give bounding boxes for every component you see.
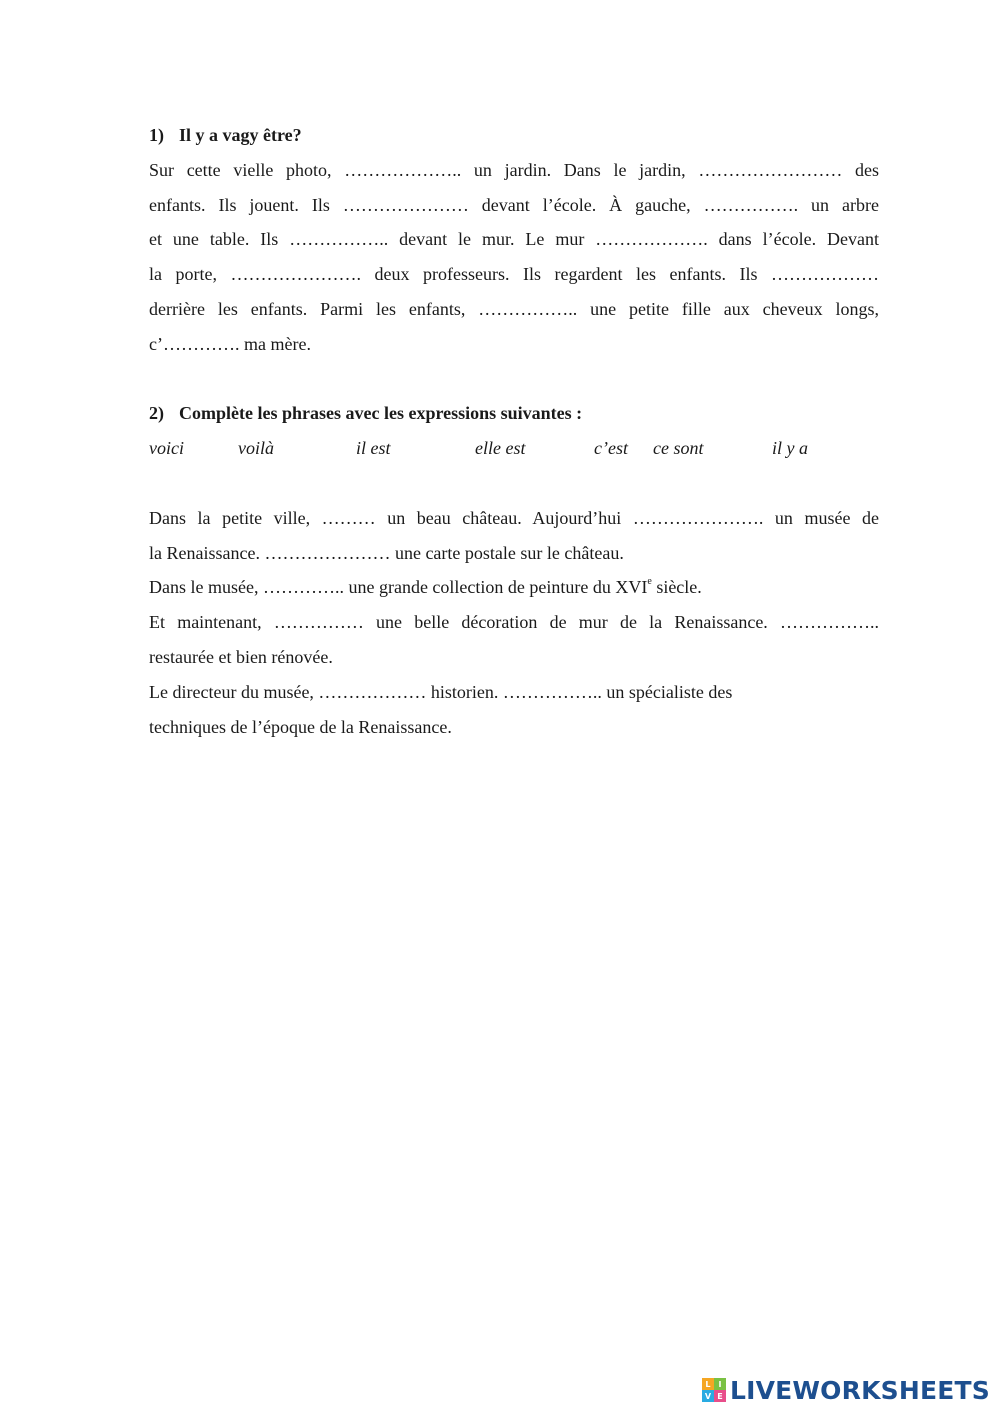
- expression-item: elle est: [475, 438, 526, 459]
- exercise-1-line: c’…………. ma mère.: [149, 333, 311, 354]
- expression-item: il est: [356, 438, 391, 459]
- exercise-2-heading: [149, 396, 879, 431]
- logo-cell: L: [702, 1378, 714, 1390]
- exercise-1-title: Il y a vagy être?: [179, 125, 302, 145]
- exercise-1-number: 1): [149, 125, 164, 145]
- logo-cell: I: [714, 1378, 726, 1390]
- exercise-2-text: [149, 501, 879, 745]
- exercise-1-line: enfants. Ils jouent. Ils ………………… devant l’école. À gauche, ……………. un arbre: [149, 194, 879, 215]
- exercise-2-number: 2): [149, 403, 164, 424]
- expression-item: ce sont: [653, 438, 704, 459]
- exercise-1-line: derrière les enfants. Parmi les enfants, …………….. une petite fille aux cheveux longs,: [149, 298, 879, 319]
- exercise-1-line: Sur cette vielle photo, ……………….. un jardin. Dans le jardin, …………………… des: [149, 159, 879, 180]
- liveworksheets-logo-icon: [702, 1378, 726, 1402]
- exercise-2-line-with-superscript: [149, 570, 879, 605]
- logo-cell: V: [702, 1390, 714, 1402]
- exercise-2-line: Le directeur du musée, ……………… historien. …………….. un spécialiste des: [149, 681, 733, 702]
- exercise-2-line: restaurée et bien rénovée.: [149, 646, 333, 667]
- line-text: Dans le musée, ………….. une grande collection de peinture du XVI: [149, 577, 648, 598]
- logo-cell: E: [714, 1390, 726, 1402]
- exercise-2-line: Et maintenant, …………… une belle décoration de mur de la Renaissance. ……………..: [149, 612, 879, 633]
- worksheet-content: [149, 118, 879, 744]
- watermark-text: LIVEWORKSHEETS: [729, 1375, 990, 1405]
- spacer: [149, 362, 879, 397]
- expression-item: voici: [149, 438, 184, 459]
- expression-list: [149, 431, 879, 466]
- spacer: [149, 466, 879, 501]
- exercise-1-line: et une table. Ils …………….. devant le mur. Le mur ………………. dans l’école. Devant: [149, 229, 879, 250]
- expression-item: voilà: [238, 438, 274, 459]
- exercise-1-line: la porte, …………………. deux professeurs. Ils regardent les enfants. Ils ………………: [149, 264, 879, 285]
- line-text: siècle.: [651, 577, 702, 598]
- expression-item: c’est: [594, 438, 628, 459]
- liveworksheets-watermark: [702, 1375, 990, 1405]
- exercise-2-line: techniques de l’époque de la Renaissance.: [149, 716, 452, 737]
- exercise-2-title: Complète les phrases avec les expressions suivantes :: [179, 403, 583, 424]
- expression-item: il y a: [772, 438, 808, 459]
- superscript: e: [647, 576, 652, 588]
- exercise-1-heading: [149, 118, 879, 153]
- exercise-2-line: la Renaissance. ………………… une carte postale sur le château.: [149, 542, 624, 563]
- exercise-1-text: [149, 153, 879, 362]
- exercise-2-line: Dans la petite ville, ……… un beau château. Aujourd’hui …………………. un musée de: [149, 507, 879, 528]
